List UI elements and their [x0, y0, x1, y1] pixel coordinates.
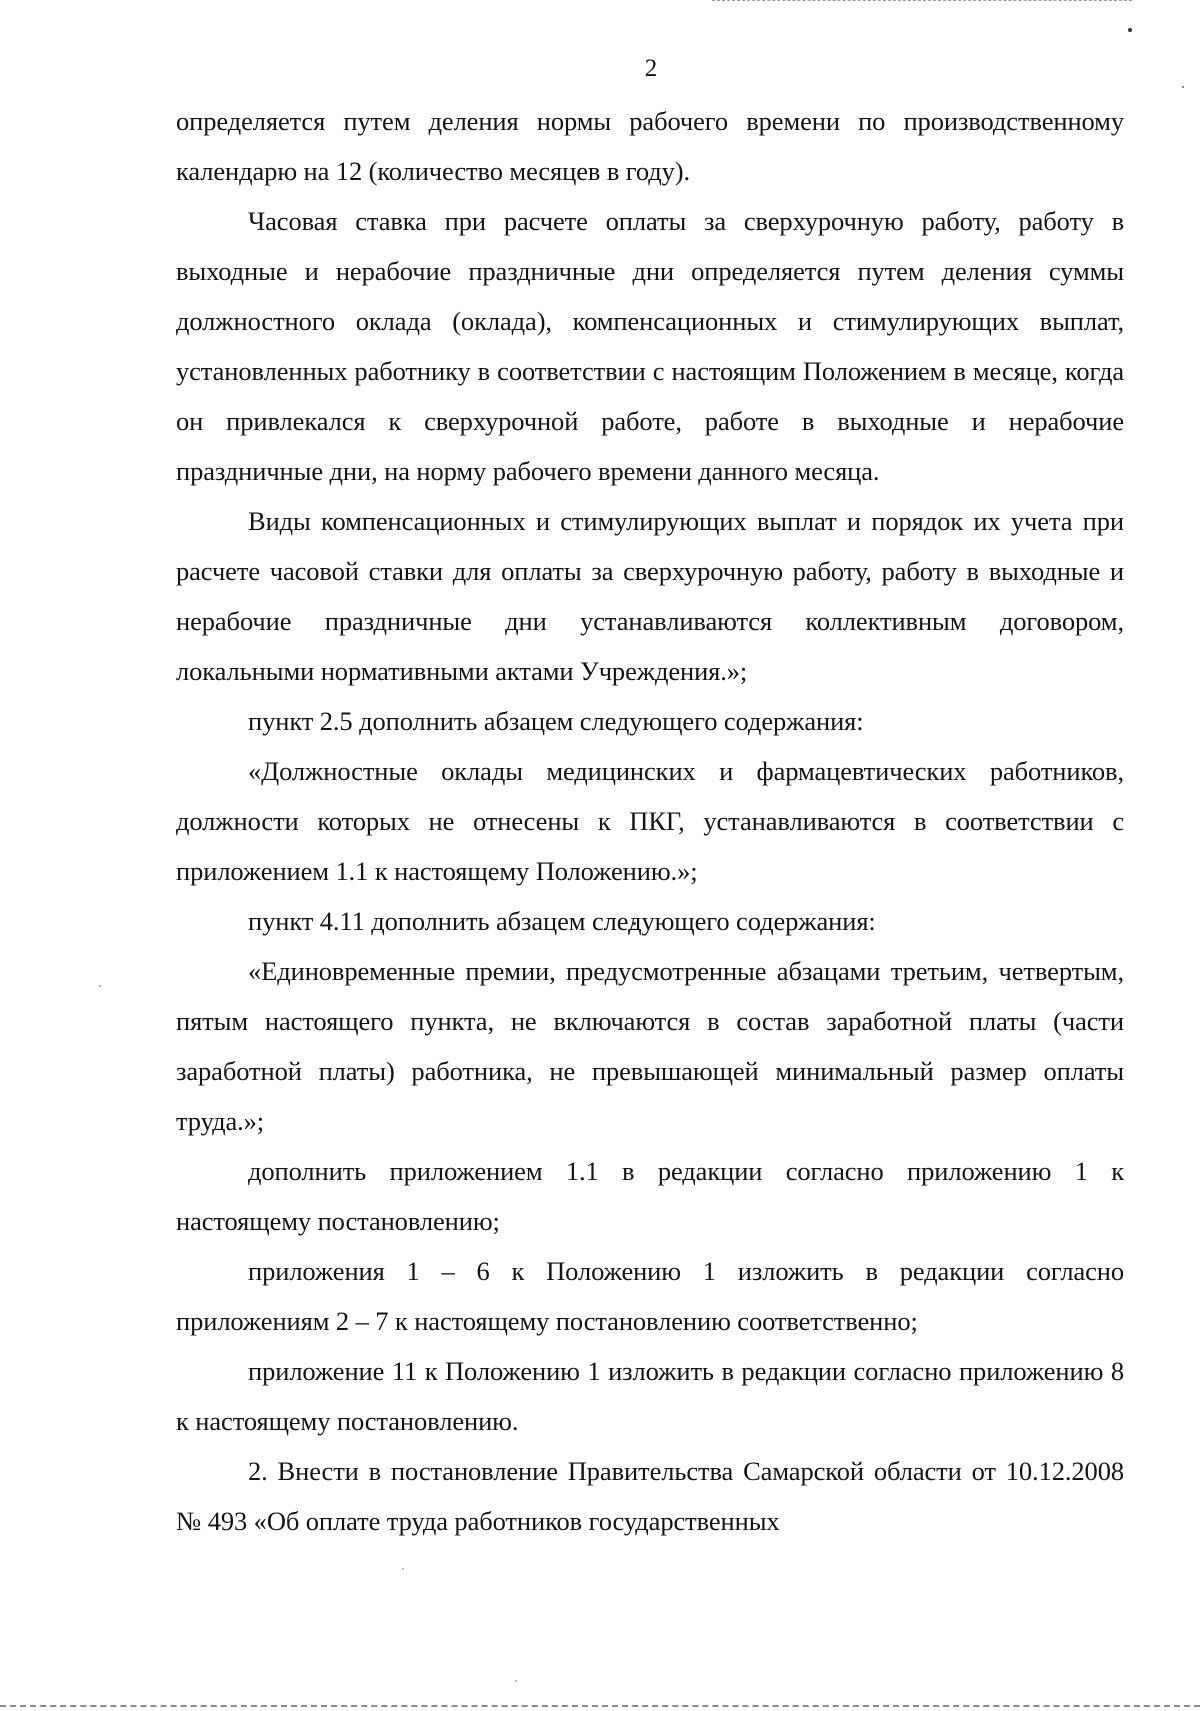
scan-speck: [1182, 86, 1184, 88]
paragraph: дополнить приложением 1.1 в редакции согласно приложению 1 к настоящему постановлению;: [176, 1156, 1124, 1236]
page-number: 2: [644, 55, 658, 82]
scan-speck: [1128, 28, 1132, 32]
paragraph: определяется путем деления нормы рабочего времени по производственному календарю на 12 (количество месяцев в году).: [176, 106, 1124, 186]
paragraph: Виды компенсационных и стимулирующих выплат и порядок их учета при расчете часовой ставки для оплаты за сверхурочную работу, работу в выходные и нерабочие праздничные дни устанавливаются коллективным договором, локальными нормативными актами Учреждения.»;: [176, 506, 1124, 686]
paragraph: «Единовременные премии, предусмотренные абзацами третьим, четвертым, пятым настоящего пункта, не включаются в состав заработной платы (части заработной платы) работника, не превышающей минимальный размер оплаты труда.»;: [176, 956, 1124, 1136]
scan-artifact-line: [712, 0, 1132, 1]
paragraph: 2. Внести в постановление Правительства Самарской области от 10.12.2008 № 493 «Об оплате труда работников государственных: [176, 1456, 1124, 1536]
scan-speck: [99, 985, 101, 987]
paragraph: пункт 2.5 дополнить абзацем следующего содержания:: [248, 706, 864, 736]
scan-speck: [515, 1680, 517, 1682]
paragraph: пункт 4.11 дополнить абзацем следующего содержания:: [248, 906, 876, 936]
paragraph: Часовая ставка при расчете оплаты за сверхурочную работу, работу в выходные и нерабочие праздничные дни определяется путем деления суммы должностного оклада (оклада), компенсационных и стимулирующих выплат, установленных работнику в соответствии с настоящим Положением в месяце, когда он привлекался к сверхурочной работе, работе в выходные и нерабочие праздничные дни, на норму рабочего времени данного месяца.: [176, 206, 1124, 486]
paragraph: «Должностные оклады медицинских и фармацевтических работников, должности которых не отнесены к ПКГ, устанавливаются в соответствии с приложением 1.1 к настоящему Положению.»;: [176, 756, 1124, 886]
scan-speck: [402, 1568, 404, 1570]
scan-artifact-line: [0, 1705, 1200, 1707]
paragraph: приложения 1 – 6 к Положению 1 изложить в редакции согласно приложениям 2 – 7 к настоящему постановлению соответственно;: [176, 1256, 1124, 1336]
document-body: [176, 96, 1124, 1546]
paragraph: приложение 11 к Положению 1 изложить в редакции согласно приложению 8 к настоящему постановлению.: [176, 1356, 1124, 1436]
